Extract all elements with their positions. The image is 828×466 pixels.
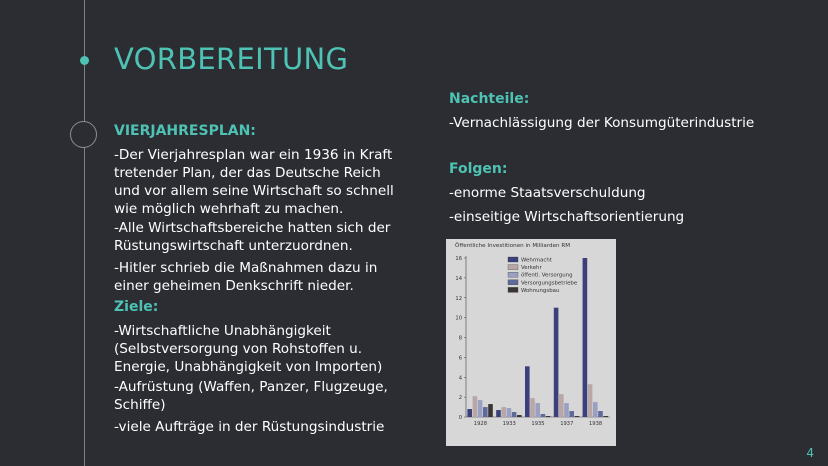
paragraph-unabhaengigkeit bbox=[114, 322, 382, 376]
y-tick-label: 0 bbox=[458, 415, 462, 421]
bar bbox=[467, 409, 472, 417]
bar bbox=[603, 416, 608, 417]
text-line: und vor allem seine Wirtschaft so schnell bbox=[114, 183, 394, 199]
heading-folgen: Folgen: bbox=[449, 161, 508, 177]
bar bbox=[546, 416, 551, 417]
legend-label: Versorgungsbetriebe bbox=[521, 280, 578, 287]
bar bbox=[588, 384, 593, 417]
timeline-dot-icon bbox=[80, 56, 89, 65]
bar bbox=[541, 414, 546, 417]
bar bbox=[530, 398, 535, 417]
bar bbox=[535, 403, 540, 417]
paragraph-vierjahresplan-definition bbox=[114, 146, 394, 218]
bar bbox=[554, 308, 559, 417]
bar bbox=[478, 400, 483, 417]
page-number: 4 bbox=[806, 446, 814, 460]
text-line: Schiffe) bbox=[114, 397, 166, 413]
text-line: Rüstungswirtschaft unterzuordnen. bbox=[114, 238, 353, 254]
x-tick-label: 1937 bbox=[560, 421, 574, 427]
bar bbox=[569, 411, 574, 417]
y-tick-label: 16 bbox=[455, 256, 462, 262]
bar bbox=[583, 258, 588, 417]
x-tick-label: 1938 bbox=[588, 421, 603, 427]
slide-title: VORBEREITUNG bbox=[114, 42, 349, 76]
paragraph-denkschrift bbox=[114, 259, 377, 295]
y-tick-label: 2 bbox=[458, 395, 462, 402]
text-line: -Der Vierjahresplan war ein 1936 in Kraft bbox=[114, 147, 393, 163]
paragraph-wirtschaftsbereiche bbox=[114, 219, 390, 255]
text-line: tretender Plan, der das Deutsche Reich bbox=[114, 165, 381, 181]
text-line: (Selbstversorgung von Rohstoffen u. bbox=[114, 341, 363, 357]
heading-ziele: Ziele: bbox=[114, 299, 159, 315]
text-line: -Aufrüstung (Waffen, Panzer, Flugzeuge, bbox=[114, 379, 388, 395]
legend-swatch bbox=[508, 257, 518, 262]
text-line: Energie, Unabhängigkeit von Importen) bbox=[114, 359, 383, 375]
paragraph-auftraege: -viele Aufträge in der Rüstungsindustrie bbox=[114, 419, 385, 435]
legend-label: Verkehr bbox=[521, 265, 542, 272]
bar bbox=[501, 407, 506, 417]
paragraph-aufruestung bbox=[114, 378, 388, 414]
bar bbox=[496, 410, 501, 417]
bar bbox=[575, 416, 580, 417]
x-tick-label: 1933 bbox=[502, 421, 516, 427]
bar bbox=[593, 402, 598, 417]
legend-swatch bbox=[508, 280, 518, 285]
y-tick-label: 6 bbox=[458, 355, 462, 362]
timeline-ring-icon bbox=[70, 121, 97, 148]
folgen-item: -einseitige Wirtschaftsorientierung bbox=[449, 209, 685, 225]
heading-vierjahresplan: VIERJAHRESPLAN: bbox=[114, 123, 256, 139]
legend-label: öffentl. Versorgung bbox=[521, 272, 573, 279]
bar bbox=[507, 408, 512, 417]
bar bbox=[559, 394, 564, 417]
bar bbox=[488, 404, 493, 417]
bar bbox=[598, 411, 603, 417]
y-tick-label: 12 bbox=[455, 295, 462, 302]
bar bbox=[512, 412, 517, 417]
legend-label: Wehrmacht bbox=[521, 257, 552, 264]
x-tick-label: 1928 bbox=[473, 421, 488, 427]
bar bbox=[517, 415, 522, 417]
nachteile-item: -Vernachlässigung der Konsumgüterindustrie bbox=[449, 115, 755, 131]
chart-title: Öffentliche Investitionen in Milliarden RM bbox=[455, 243, 571, 249]
bar bbox=[483, 407, 488, 417]
text-line: -Wirtschaftliche Unabhängigkeit bbox=[114, 323, 331, 339]
bar bbox=[525, 366, 530, 417]
x-tick-label: 1935 bbox=[531, 421, 545, 427]
heading-nachteile: Nachteile: bbox=[449, 91, 530, 107]
investment-chart-image bbox=[446, 239, 616, 446]
bar bbox=[473, 396, 478, 417]
text-line: -Alle Wirtschaftsbereiche hatten sich der bbox=[114, 220, 391, 236]
folgen-item: -enorme Staatsverschuldung bbox=[449, 185, 646, 201]
text-line: einer geheimen Denkschrift nieder. bbox=[114, 278, 354, 294]
y-tick-label: 4 bbox=[458, 375, 462, 382]
y-tick-label: 10 bbox=[455, 315, 462, 322]
legend-swatch bbox=[508, 265, 518, 270]
text-line: wie möglich wehrhaft zu machen. bbox=[114, 201, 344, 217]
legend-swatch bbox=[508, 272, 518, 277]
timeline-line bbox=[84, 0, 85, 466]
legend-swatch bbox=[508, 287, 518, 292]
y-tick-label: 8 bbox=[458, 335, 462, 342]
y-tick-label: 14 bbox=[455, 275, 462, 282]
text-line: -Hitler schrieb die Maßnahmen dazu in bbox=[114, 260, 378, 276]
legend-label: Wohnungsbau bbox=[521, 287, 560, 294]
bar bbox=[564, 403, 569, 417]
investment-chart bbox=[446, 239, 616, 446]
